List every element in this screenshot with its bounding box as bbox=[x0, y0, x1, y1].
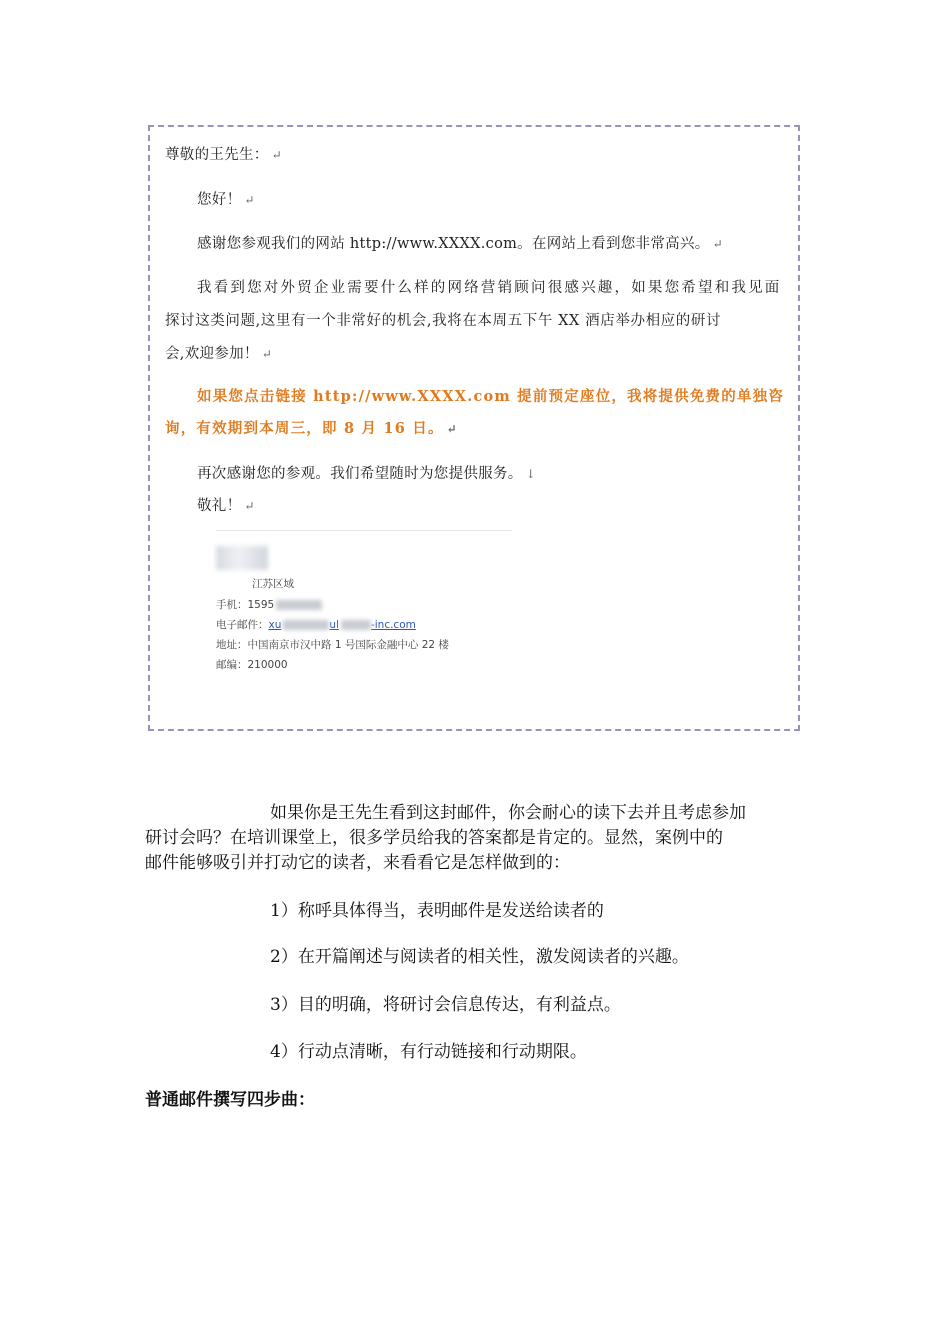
email-offer-line: 如果您点击链接 http://www.XXXX.com 提前预定座位，我将提供免费的单独咨 bbox=[197, 388, 785, 405]
body-paragraph-line: 如果你是王先生看到这封邮件，你会耐心的读下去并且考虑参加 bbox=[270, 803, 746, 823]
blurred-email bbox=[283, 620, 329, 630]
email-paragraph-line: 我看到您对外贸企业需要什么样的网络营销顾问很感兴趣，如果您希望和我见面 bbox=[197, 280, 782, 296]
signature-email: 电子邮件：xu ul -inc.com bbox=[216, 619, 416, 631]
email-paragraph-line: 会,欢迎参加！ ↵ bbox=[165, 346, 273, 362]
email-regards: 敬礼！ ↵ bbox=[197, 498, 255, 514]
signature-dept: 江苏区域 bbox=[252, 578, 294, 590]
signature-divider bbox=[216, 530, 512, 531]
point-item: 2）在开篇阐述与阅读者的相关性，激发阅读者的兴趣。 bbox=[270, 947, 689, 967]
body-paragraph-line: 研讨会吗？在培训课堂上，很多学员给我的答案都是肯定的。显然，案例中的 bbox=[145, 828, 723, 848]
body-paragraph-line: 邮件能够吸引并打动它的读者，来看看它是怎样做到的： bbox=[145, 853, 570, 873]
email-greeting: 尊敬的王先生： ↵ bbox=[165, 147, 282, 163]
email-thanks-line: 感谢您参观我们的网站 http://www.XXXX.com。在网站上看到您非常高兴。 ↵ bbox=[197, 236, 723, 252]
signature-address: 地址：中国南京市汉中路 1 号国际金融中心 22 楼 bbox=[216, 639, 449, 651]
blurred-name bbox=[216, 546, 268, 570]
email-offer-line: 询，有效期到本周三，即 8 月 16 日。 ↵ bbox=[165, 420, 458, 437]
section-heading: 普通邮件撰写四步曲： bbox=[145, 1090, 315, 1110]
signature-phone: 手机：1595 bbox=[216, 597, 322, 612]
point-item: 1）称呼具体得当，表明邮件是发送给读者的 bbox=[270, 901, 604, 921]
point-item: 3）目的明确，将研讨会信息传达，有利益点。 bbox=[270, 995, 621, 1015]
email-paragraph-line: 探讨这类问题,这里有一个非常好的机会,我将在本周五下午 XX 酒店举办相应的研讨 bbox=[165, 313, 722, 329]
email-hello: 您好！ ↵ bbox=[197, 192, 255, 208]
signature-email-link[interactable]: xu ul -inc.com bbox=[268, 619, 416, 631]
email-thanks-again: 再次感谢您的参观。我们希望随时为您提供服务。 ↓ bbox=[197, 466, 536, 482]
blurred-phone bbox=[276, 600, 322, 610]
signature-zip: 邮编：210000 bbox=[216, 659, 288, 671]
email-signature bbox=[200, 530, 520, 690]
blurred-email bbox=[341, 620, 371, 630]
point-item: 4）行动点清晰，有行动链接和行动期限。 bbox=[270, 1042, 587, 1062]
